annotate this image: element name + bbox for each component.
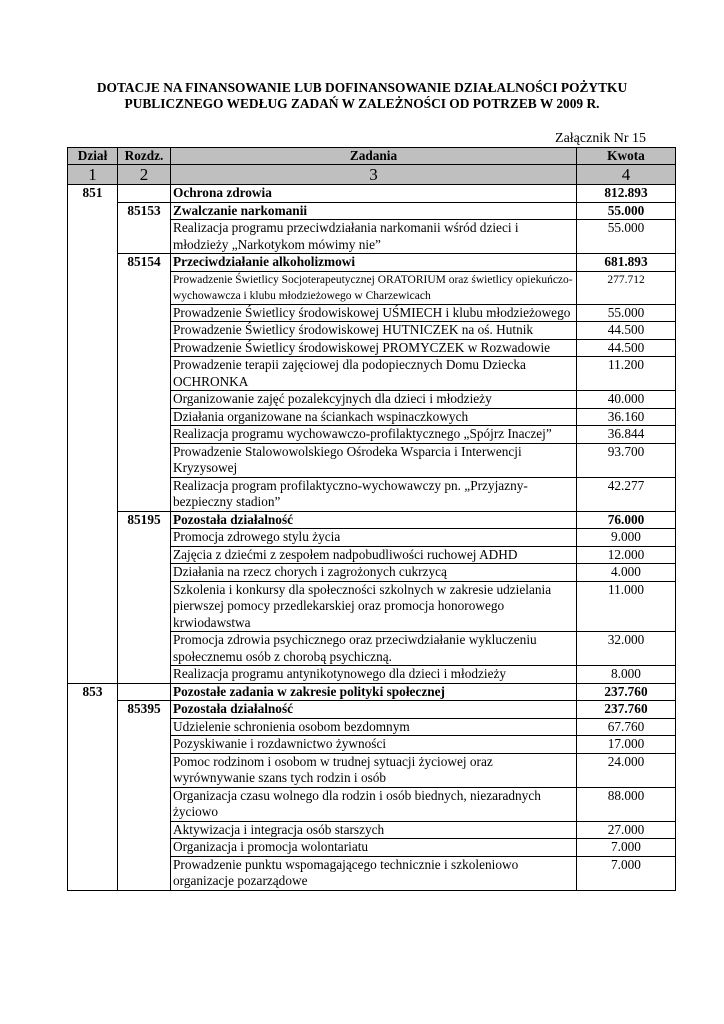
table-row bbox=[68, 443, 676, 477]
table-row bbox=[68, 426, 676, 444]
cell-dzial bbox=[68, 632, 118, 666]
cell-kwota: 7.000 bbox=[577, 856, 676, 890]
cell-rozdz bbox=[118, 564, 171, 582]
cell-rozdz bbox=[118, 271, 171, 304]
cell-kwota: 55.000 bbox=[577, 220, 676, 254]
cell-rozdz: 85154 bbox=[118, 254, 171, 272]
cell-dzial bbox=[68, 202, 118, 220]
cell-kwota: 76.000 bbox=[577, 511, 676, 529]
cell-zadania: Promocja zdrowia psychicznego oraz przeciwdziałanie wykluczeniu społecznemu osób z chorobą psychiczną. bbox=[171, 632, 577, 666]
cell-kwota: 9.000 bbox=[577, 529, 676, 547]
cell-zadania: Organizowanie zajęć pozalekcyjnych dla dzieci i młodzieży bbox=[171, 391, 577, 409]
table-row bbox=[68, 666, 676, 684]
cell-dzial bbox=[68, 839, 118, 857]
cell-dzial bbox=[68, 718, 118, 736]
cell-dzial bbox=[68, 666, 118, 684]
cell-rozdz bbox=[118, 357, 171, 391]
cell-dzial bbox=[68, 304, 118, 322]
cell-kwota: 44.500 bbox=[577, 322, 676, 340]
cell-dzial bbox=[68, 443, 118, 477]
table-row bbox=[68, 271, 676, 304]
column-number: 2 bbox=[118, 165, 171, 185]
cell-zadania: Pozostała działalność bbox=[171, 701, 577, 719]
cell-rozdz bbox=[118, 408, 171, 426]
cell-zadania: Organizacja czasu wolnego dla rodzin i osób biednych, niezaradnych życiowo bbox=[171, 787, 577, 821]
title-line-2: PUBLICZNEGO WEDŁUG ZADAŃ W ZALEŻNOŚCI OD POTRZEB W 2009 R. bbox=[124, 96, 600, 111]
cell-rozdz bbox=[118, 683, 171, 701]
table-row bbox=[68, 254, 676, 272]
cell-kwota: 42.277 bbox=[577, 477, 676, 511]
cell-dzial bbox=[68, 426, 118, 444]
cell-kwota: 17.000 bbox=[577, 736, 676, 754]
cell-kwota: 55.000 bbox=[577, 202, 676, 220]
cell-dzial bbox=[68, 753, 118, 787]
cell-zadania: Działania na rzecz chorych i zagrożonych cukrzycą bbox=[171, 564, 577, 582]
column-number: 1 bbox=[68, 165, 118, 185]
cell-dzial bbox=[68, 701, 118, 719]
cell-kwota: 11.000 bbox=[577, 581, 676, 632]
cell-rozdz bbox=[118, 304, 171, 322]
cell-dzial bbox=[68, 736, 118, 754]
cell-kwota: 67.760 bbox=[577, 718, 676, 736]
cell-zadania: Pomoc rodzinom i osobom w trudnej sytuacji życiowej oraz wyrównywanie szans tych rodzin i osób bbox=[171, 753, 577, 787]
cell-dzial bbox=[68, 408, 118, 426]
cell-zadania: Prowadzenie Świetlicy Socjoterapeutycznej ORATORIUM oraz świetlicy opiekuńczo-wychowawcza i klubu młodzieżowego w Charzewicach bbox=[171, 271, 577, 304]
cell-zadania: Pozostałe zadania w zakresie polityki społecznej bbox=[171, 683, 577, 701]
header-rozdz: Rozdz. bbox=[118, 148, 171, 165]
cell-dzial bbox=[68, 339, 118, 357]
cell-zadania: Zwalczanie narkomanii bbox=[171, 202, 577, 220]
cell-rozdz: 85153 bbox=[118, 202, 171, 220]
cell-zadania: Promocja zdrowego stylu życia bbox=[171, 529, 577, 547]
table-row bbox=[68, 718, 676, 736]
cell-dzial bbox=[68, 357, 118, 391]
cell-rozdz: 85195 bbox=[118, 511, 171, 529]
cell-kwota: 4.000 bbox=[577, 564, 676, 582]
cell-dzial bbox=[68, 529, 118, 547]
cell-zadania: Udzielenie schronienia osobom bezdomnym bbox=[171, 718, 577, 736]
table-row bbox=[68, 856, 676, 890]
cell-kwota: 277.712 bbox=[577, 271, 676, 304]
cell-rozdz bbox=[118, 477, 171, 511]
cell-rozdz bbox=[118, 546, 171, 564]
cell-kwota: 55.000 bbox=[577, 304, 676, 322]
cell-zadania: Prowadzenie punktu wspomagającego technicznie i szkoleniowo organizacje pozarządowe bbox=[171, 856, 577, 890]
cell-zadania: Pozyskiwanie i rozdawnictwo żywności bbox=[171, 736, 577, 754]
column-number: 4 bbox=[577, 165, 676, 185]
cell-dzial bbox=[68, 322, 118, 340]
table-row bbox=[68, 546, 676, 564]
table-row bbox=[68, 753, 676, 787]
cell-dzial bbox=[68, 546, 118, 564]
cell-zadania: Zajęcia z dziećmi z zespołem nadpobudliwości ruchowej ADHD bbox=[171, 546, 577, 564]
title-line-1: DOTACJE NA FINANSOWANIE LUB DOFINANSOWANIE DZIAŁALNOŚCI POŻYTKU bbox=[96, 80, 628, 95]
cell-zadania: Realizacja program profilaktyczno-wychowawczy pn. „Przyjazny-bezpieczny stadion” bbox=[171, 477, 577, 511]
cell-zadania: Przeciwdziałanie alkoholizmowi bbox=[171, 254, 577, 272]
table-row bbox=[68, 632, 676, 666]
cell-rozdz bbox=[118, 753, 171, 787]
table-row bbox=[68, 202, 676, 220]
cell-zadania: Realizacja programu przeciwdziałania narkomanii wśród dzieci i młodzieży „Narkotykom mówimy nie” bbox=[171, 220, 577, 254]
cell-dzial bbox=[68, 581, 118, 632]
cell-rozdz bbox=[118, 443, 171, 477]
cell-kwota: 7.000 bbox=[577, 839, 676, 857]
table-row bbox=[68, 477, 676, 511]
table-row bbox=[68, 322, 676, 340]
cell-rozdz bbox=[118, 529, 171, 547]
header-dzial: Dział bbox=[68, 148, 118, 165]
cell-rozdz bbox=[118, 856, 171, 890]
table-row bbox=[68, 529, 676, 547]
table-row bbox=[68, 821, 676, 839]
cell-kwota: 40.000 bbox=[577, 391, 676, 409]
cell-kwota: 8.000 bbox=[577, 666, 676, 684]
cell-dzial bbox=[68, 271, 118, 304]
cell-zadania: Pozostała działalność bbox=[171, 511, 577, 529]
cell-kwota: 36.844 bbox=[577, 426, 676, 444]
cell-dzial bbox=[68, 564, 118, 582]
cell-kwota: 237.760 bbox=[577, 683, 676, 701]
table-row bbox=[68, 339, 676, 357]
cell-rozdz bbox=[118, 581, 171, 632]
cell-rozdz bbox=[118, 185, 171, 203]
cell-zadania: Prowadzenie terapii zajęciowej dla podopiecznych Domu Dziecka OCHRONKA bbox=[171, 357, 577, 391]
cell-rozdz bbox=[118, 220, 171, 254]
cell-dzial bbox=[68, 254, 118, 272]
cell-zadania: Realizacja programu wychowawczo-profilaktycznego „Spójrz Inaczej” bbox=[171, 426, 577, 444]
table-row bbox=[68, 787, 676, 821]
cell-kwota: 812.893 bbox=[577, 185, 676, 203]
cell-dzial bbox=[68, 220, 118, 254]
table-row bbox=[68, 839, 676, 857]
cell-kwota: 681.893 bbox=[577, 254, 676, 272]
table-row bbox=[68, 185, 676, 203]
cell-kwota: 27.000 bbox=[577, 821, 676, 839]
cell-zadania: Prowadzenie Świetlicy środowiskowej UŚMIECH i klubu młodzieżowego bbox=[171, 304, 577, 322]
cell-rozdz bbox=[118, 718, 171, 736]
cell-rozdz bbox=[118, 339, 171, 357]
table-row bbox=[68, 220, 676, 254]
header-zadania: Zadania bbox=[171, 148, 577, 165]
cell-kwota: 237.760 bbox=[577, 701, 676, 719]
cell-kwota: 44.500 bbox=[577, 339, 676, 357]
cell-rozdz bbox=[118, 391, 171, 409]
cell-rozdz bbox=[118, 821, 171, 839]
table-row bbox=[68, 408, 676, 426]
cell-rozdz bbox=[118, 787, 171, 821]
cell-kwota: 88.000 bbox=[577, 787, 676, 821]
table-row bbox=[68, 304, 676, 322]
cell-zadania: Realizacja programu antynikotynowego dla dzieci i młodzieży bbox=[171, 666, 577, 684]
document-title bbox=[40, 80, 684, 112]
column-number-row bbox=[68, 165, 676, 185]
cell-zadania: Organizacja i promocja wolontariatu bbox=[171, 839, 577, 857]
table-body bbox=[68, 185, 676, 891]
cell-zadania: Ochrona zdrowia bbox=[171, 185, 577, 203]
cell-rozdz bbox=[118, 632, 171, 666]
cell-dzial bbox=[68, 391, 118, 409]
table-row bbox=[68, 357, 676, 391]
table-row bbox=[68, 701, 676, 719]
grants-table bbox=[67, 147, 676, 891]
cell-kwota: 36.160 bbox=[577, 408, 676, 426]
cell-dzial: 853 bbox=[68, 683, 118, 701]
cell-rozdz bbox=[118, 666, 171, 684]
cell-kwota: 11.200 bbox=[577, 357, 676, 391]
table-row bbox=[68, 391, 676, 409]
cell-rozdz bbox=[118, 839, 171, 857]
cell-kwota: 93.700 bbox=[577, 443, 676, 477]
cell-dzial: 851 bbox=[68, 185, 118, 203]
cell-zadania: Prowadzenie Świetlicy środowiskowej HUTNICZEK na oś. Hutnik bbox=[171, 322, 577, 340]
cell-zadania: Prowadzenie Świetlicy środowiskowej PROMYCZEK w Rozwadowie bbox=[171, 339, 577, 357]
cell-zadania: Aktywizacja i integracja osób starszych bbox=[171, 821, 577, 839]
annex-label: Załącznik Nr 15 bbox=[555, 131, 646, 146]
cell-kwota: 24.000 bbox=[577, 753, 676, 787]
cell-kwota: 32.000 bbox=[577, 632, 676, 666]
cell-dzial bbox=[68, 856, 118, 890]
table-row bbox=[68, 683, 676, 701]
table-row bbox=[68, 736, 676, 754]
cell-dzial bbox=[68, 821, 118, 839]
header-kwota: Kwota bbox=[577, 148, 676, 165]
table-row bbox=[68, 564, 676, 582]
header-row bbox=[68, 148, 676, 165]
cell-dzial bbox=[68, 477, 118, 511]
table-row bbox=[68, 511, 676, 529]
cell-dzial bbox=[68, 787, 118, 821]
cell-zadania: Szkolenia i konkursy dla społeczności szkolnych w zakresie udzielania pierwszej pomocy przedlekarskiej oraz promocja honorowego krwiodawstwa bbox=[171, 581, 577, 632]
cell-rozdz: 85395 bbox=[118, 701, 171, 719]
cell-dzial bbox=[68, 511, 118, 529]
cell-rozdz bbox=[118, 426, 171, 444]
column-number: 3 bbox=[171, 165, 577, 185]
cell-zadania: Prowadzenie Stalowowolskiego Ośrodeka Wsparcia i Interwencji Kryzysowej bbox=[171, 443, 577, 477]
cell-kwota: 12.000 bbox=[577, 546, 676, 564]
cell-rozdz bbox=[118, 736, 171, 754]
cell-zadania: Działania organizowane na ściankach wspinaczkowych bbox=[171, 408, 577, 426]
table-row bbox=[68, 581, 676, 632]
cell-rozdz bbox=[118, 322, 171, 340]
